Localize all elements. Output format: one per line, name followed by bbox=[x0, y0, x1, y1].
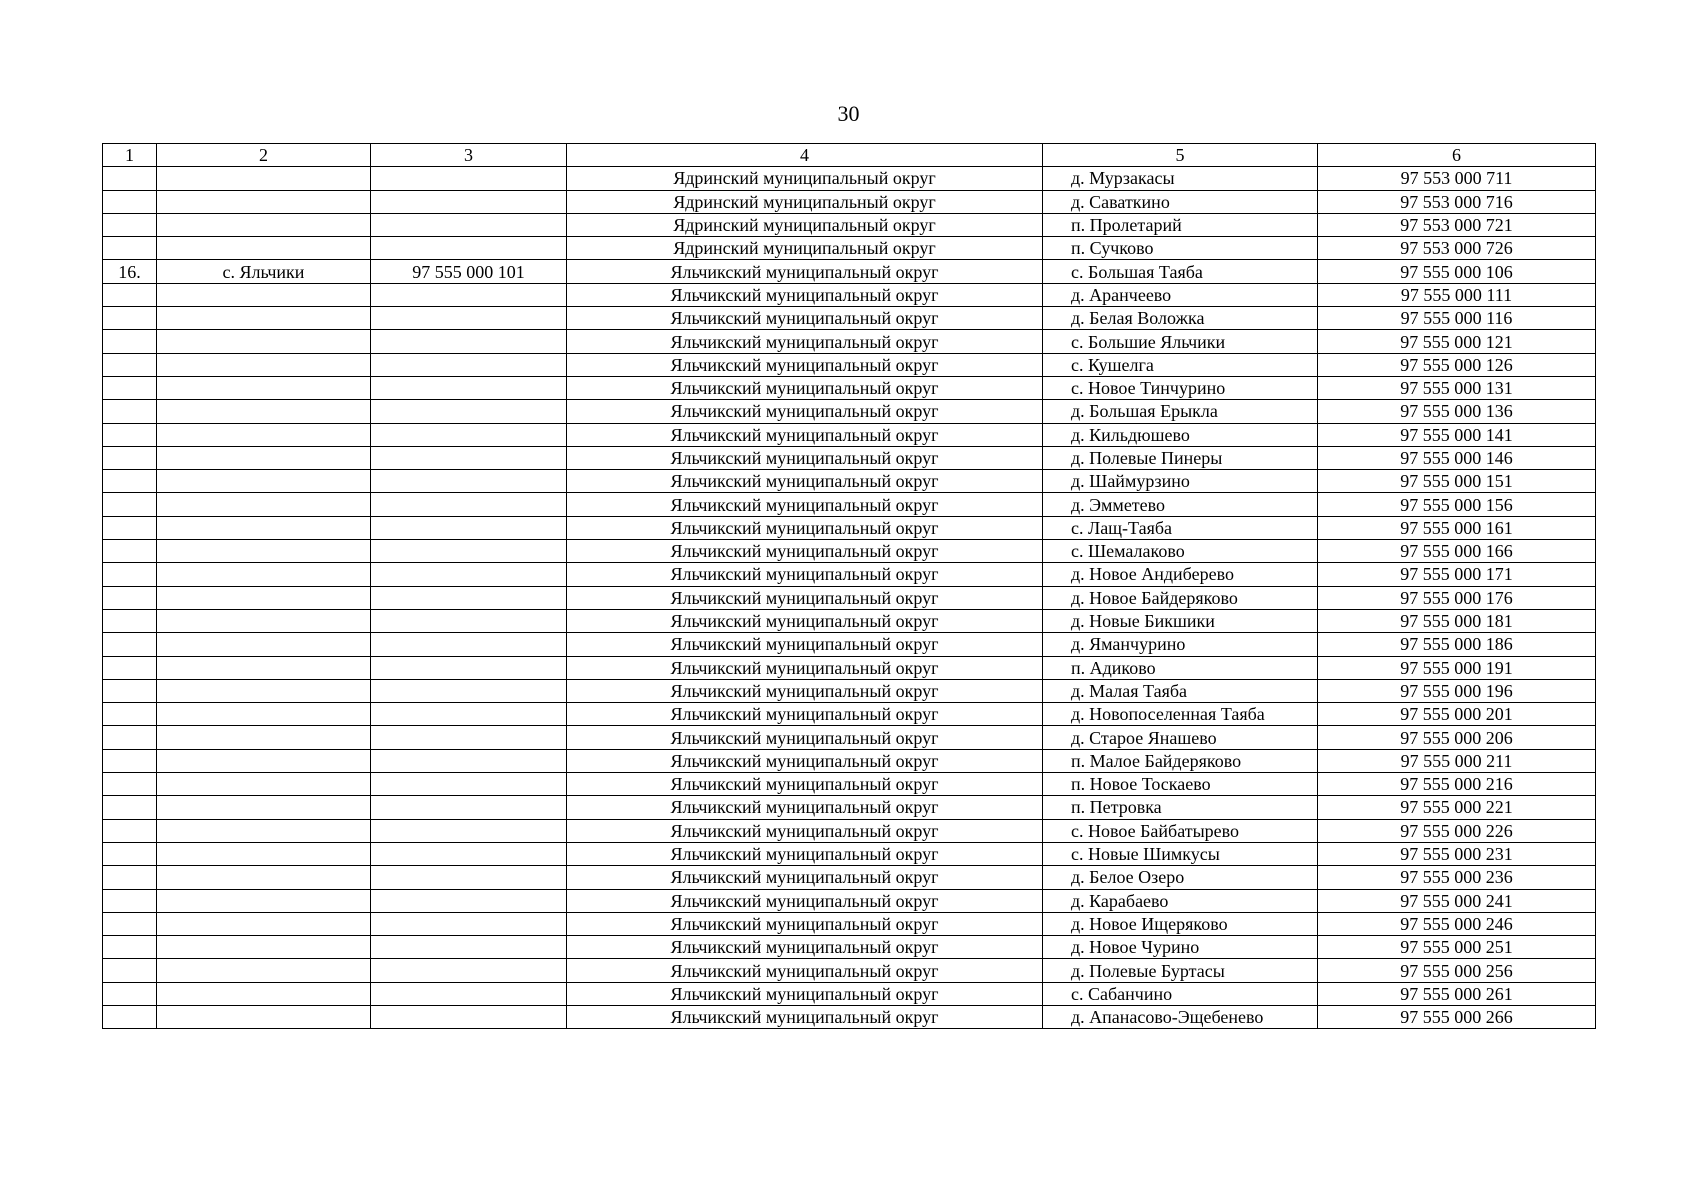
oktmo-code-cell: 97 555 000 201 bbox=[1318, 703, 1596, 726]
municipal-district-cell: Ядринский муниципальный округ bbox=[567, 190, 1043, 213]
row-number-cell bbox=[103, 516, 157, 539]
row-number-cell bbox=[103, 446, 157, 469]
admin-center-cell bbox=[157, 959, 371, 982]
settlement-cell: д. Эмметево bbox=[1043, 493, 1318, 516]
municipal-district-cell: Яльчикский муниципальный округ bbox=[567, 1005, 1043, 1028]
row-number-cell bbox=[103, 423, 157, 446]
oktmo-code-cell: 97 555 000 156 bbox=[1318, 493, 1596, 516]
oktmo-code-cell: 97 555 000 221 bbox=[1318, 796, 1596, 819]
municipal-district-cell: Яльчикский муниципальный округ bbox=[567, 633, 1043, 656]
oktmo-code-cell: 97 555 000 251 bbox=[1318, 936, 1596, 959]
settlement-cell: п. Петровка bbox=[1043, 796, 1318, 819]
oktmo-code-cell: 97 555 000 176 bbox=[1318, 586, 1596, 609]
admin-center-code-cell bbox=[371, 353, 567, 376]
row-number-cell bbox=[103, 656, 157, 679]
admin-center-code-cell bbox=[371, 749, 567, 772]
row-number-cell bbox=[103, 307, 157, 330]
oktmo-code-cell: 97 555 000 146 bbox=[1318, 446, 1596, 469]
settlement-cell: д. Большая Ерыкла bbox=[1043, 400, 1318, 423]
oktmo-code-cell: 97 555 000 116 bbox=[1318, 307, 1596, 330]
row-number-cell bbox=[103, 213, 157, 236]
settlement-cell: д. Карабаево bbox=[1043, 889, 1318, 912]
table-row bbox=[103, 167, 1596, 190]
settlement-cell: д. Новое Ищеряково bbox=[1043, 912, 1318, 935]
admin-center-cell bbox=[157, 819, 371, 842]
oktmo-code-cell: 97 555 000 141 bbox=[1318, 423, 1596, 446]
oktmo-code-cell: 97 555 000 191 bbox=[1318, 656, 1596, 679]
oktmo-code-cell: 97 555 000 121 bbox=[1318, 330, 1596, 353]
row-number-cell bbox=[103, 1005, 157, 1028]
municipal-district-cell: Яльчикский муниципальный округ bbox=[567, 866, 1043, 889]
table-row bbox=[103, 516, 1596, 539]
admin-center-code-cell bbox=[371, 376, 567, 399]
admin-center-cell bbox=[157, 307, 371, 330]
settlement-cell: д. Новое Андиберево bbox=[1043, 563, 1318, 586]
table-row bbox=[103, 470, 1596, 493]
oktmo-code-cell: 97 555 000 166 bbox=[1318, 540, 1596, 563]
oktmo-code-cell: 97 553 000 721 bbox=[1318, 213, 1596, 236]
municipal-district-cell: Яльчикский муниципальный округ bbox=[567, 796, 1043, 819]
oktmo-code-cell: 97 555 000 161 bbox=[1318, 516, 1596, 539]
settlement-cell: д. Яманчурино bbox=[1043, 633, 1318, 656]
municipal-district-cell: Яльчикский муниципальный округ bbox=[567, 470, 1043, 493]
admin-center-code-cell bbox=[371, 446, 567, 469]
admin-center-code-cell bbox=[371, 842, 567, 865]
municipal-district-cell: Яльчикский муниципальный округ bbox=[567, 446, 1043, 469]
oktmo-code-cell: 97 555 000 206 bbox=[1318, 726, 1596, 749]
municipal-district-cell: Яльчикский муниципальный округ bbox=[567, 609, 1043, 632]
admin-center-code-cell bbox=[371, 656, 567, 679]
admin-center-cell bbox=[157, 656, 371, 679]
settlement-cell: с. Сабанчино bbox=[1043, 982, 1318, 1005]
admin-center-cell bbox=[157, 912, 371, 935]
table-row bbox=[103, 656, 1596, 679]
municipal-district-cell: Яльчикский муниципальный округ bbox=[567, 400, 1043, 423]
municipal-district-cell: Яльчикский муниципальный округ bbox=[567, 749, 1043, 772]
oktmo-code-cell: 97 555 000 256 bbox=[1318, 959, 1596, 982]
admin-center-code-cell bbox=[371, 307, 567, 330]
settlement-cell: д. Новое Чурино bbox=[1043, 936, 1318, 959]
municipal-district-cell: Яльчикский муниципальный округ bbox=[567, 516, 1043, 539]
table-row bbox=[103, 1005, 1596, 1028]
settlement-cell: д. Новопоселенная Таяба bbox=[1043, 703, 1318, 726]
settlement-cell: д. Шаймурзино bbox=[1043, 470, 1318, 493]
admin-center-code-cell bbox=[371, 423, 567, 446]
table-row bbox=[103, 260, 1596, 283]
settlement-cell: д. Новое Байдеряково bbox=[1043, 586, 1318, 609]
admin-center-code-cell bbox=[371, 609, 567, 632]
table-row bbox=[103, 330, 1596, 353]
table-row bbox=[103, 959, 1596, 982]
settlement-cell: д. Полевые Буртасы bbox=[1043, 959, 1318, 982]
municipal-district-cell: Яльчикский муниципальный округ bbox=[567, 260, 1043, 283]
row-number-cell: 16. bbox=[103, 260, 157, 283]
admin-center-cell bbox=[157, 773, 371, 796]
admin-center-cell bbox=[157, 190, 371, 213]
column-header-3: 3 bbox=[371, 144, 567, 167]
admin-center-cell bbox=[157, 400, 371, 423]
row-number-cell bbox=[103, 609, 157, 632]
row-number-cell bbox=[103, 400, 157, 423]
oktmo-code-cell: 97 555 000 236 bbox=[1318, 866, 1596, 889]
admin-center-cell bbox=[157, 330, 371, 353]
settlement-cell: д. Новые Бикшики bbox=[1043, 609, 1318, 632]
admin-center-cell bbox=[157, 423, 371, 446]
table-row bbox=[103, 307, 1596, 330]
table-row bbox=[103, 586, 1596, 609]
oktmo-code-cell: 97 555 000 106 bbox=[1318, 260, 1596, 283]
admin-center-code-cell bbox=[371, 283, 567, 306]
settlement-cell: д. Аранчеево bbox=[1043, 283, 1318, 306]
row-number-cell bbox=[103, 959, 157, 982]
admin-center-code-cell bbox=[371, 213, 567, 236]
row-number-cell bbox=[103, 866, 157, 889]
municipal-district-cell: Яльчикский муниципальный округ bbox=[567, 540, 1043, 563]
municipal-district-cell: Яльчикский муниципальный округ bbox=[567, 330, 1043, 353]
admin-center-code-cell bbox=[371, 982, 567, 1005]
oktmo-code-cell: 97 553 000 716 bbox=[1318, 190, 1596, 213]
oktmo-code-cell: 97 555 000 266 bbox=[1318, 1005, 1596, 1028]
admin-center-cell bbox=[157, 493, 371, 516]
admin-center-cell bbox=[157, 749, 371, 772]
oktmo-code-cell: 97 555 000 181 bbox=[1318, 609, 1596, 632]
municipal-district-cell: Яльчикский муниципальный округ bbox=[567, 493, 1043, 516]
oktmo-code-cell: 97 555 000 186 bbox=[1318, 633, 1596, 656]
admin-center-cell bbox=[157, 982, 371, 1005]
admin-center-cell bbox=[157, 866, 371, 889]
municipal-district-cell: Яльчикский муниципальный округ bbox=[567, 982, 1043, 1005]
settlement-cell: п. Новое Тоскаево bbox=[1043, 773, 1318, 796]
admin-center-cell bbox=[157, 936, 371, 959]
column-header-5: 5 bbox=[1043, 144, 1318, 167]
row-number-cell bbox=[103, 889, 157, 912]
municipal-district-cell: Яльчикский муниципальный округ bbox=[567, 656, 1043, 679]
table-row bbox=[103, 213, 1596, 236]
admin-center-code-cell bbox=[371, 866, 567, 889]
municipal-district-cell: Ядринский муниципальный округ bbox=[567, 213, 1043, 236]
admin-center-code-cell bbox=[371, 493, 567, 516]
settlement-cell: с. Лащ-Таяба bbox=[1043, 516, 1318, 539]
admin-center-cell bbox=[157, 213, 371, 236]
oktmo-code-cell: 97 555 000 171 bbox=[1318, 563, 1596, 586]
table-row bbox=[103, 353, 1596, 376]
admin-center-code-cell: 97 555 000 101 bbox=[371, 260, 567, 283]
admin-center-cell bbox=[157, 470, 371, 493]
admin-center-code-cell bbox=[371, 400, 567, 423]
settlement-cell: д. Мурзакасы bbox=[1043, 167, 1318, 190]
admin-center-code-cell bbox=[371, 726, 567, 749]
row-number-cell bbox=[103, 470, 157, 493]
settlement-cell: д. Старое Янашево bbox=[1043, 726, 1318, 749]
oktmo-code-cell: 97 555 000 211 bbox=[1318, 749, 1596, 772]
settlement-cell: с. Большая Таяба bbox=[1043, 260, 1318, 283]
admin-center-cell bbox=[157, 167, 371, 190]
municipal-district-cell: Яльчикский муниципальный округ bbox=[567, 889, 1043, 912]
admin-center-code-cell bbox=[371, 516, 567, 539]
settlement-cell: п. Пролетарий bbox=[1043, 213, 1318, 236]
admin-center-code-cell bbox=[371, 819, 567, 842]
admin-center-cell bbox=[157, 703, 371, 726]
row-number-cell bbox=[103, 842, 157, 865]
row-number-cell bbox=[103, 633, 157, 656]
row-number-cell bbox=[103, 563, 157, 586]
table-row bbox=[103, 819, 1596, 842]
table-row bbox=[103, 493, 1596, 516]
column-header-4: 4 bbox=[567, 144, 1043, 167]
oktmo-code-cell: 97 555 000 136 bbox=[1318, 400, 1596, 423]
admin-center-code-cell bbox=[371, 703, 567, 726]
row-number-cell bbox=[103, 540, 157, 563]
table-row bbox=[103, 446, 1596, 469]
table-row bbox=[103, 633, 1596, 656]
admin-center-cell bbox=[157, 283, 371, 306]
municipal-district-cell: Яльчикский муниципальный округ bbox=[567, 353, 1043, 376]
row-number-cell bbox=[103, 376, 157, 399]
table-body bbox=[103, 167, 1596, 1029]
settlement-cell: д. Полевые Пинеры bbox=[1043, 446, 1318, 469]
admin-center-cell bbox=[157, 796, 371, 819]
admin-center-code-cell bbox=[371, 679, 567, 702]
table-row bbox=[103, 540, 1596, 563]
admin-center-code-cell bbox=[371, 796, 567, 819]
row-number-cell bbox=[103, 167, 157, 190]
table-row bbox=[103, 749, 1596, 772]
table-row bbox=[103, 237, 1596, 260]
admin-center-cell bbox=[157, 540, 371, 563]
settlements-table bbox=[102, 143, 1596, 1029]
admin-center-cell bbox=[157, 586, 371, 609]
municipal-district-cell: Яльчикский муниципальный округ bbox=[567, 726, 1043, 749]
settlement-cell: с. Новое Байбатырево bbox=[1043, 819, 1318, 842]
admin-center-code-cell bbox=[371, 540, 567, 563]
row-number-cell bbox=[103, 912, 157, 935]
row-number-cell bbox=[103, 679, 157, 702]
settlement-cell: д. Апанасово-Эщебенево bbox=[1043, 1005, 1318, 1028]
table-row bbox=[103, 376, 1596, 399]
table-row bbox=[103, 609, 1596, 632]
oktmo-code-cell: 97 555 000 226 bbox=[1318, 819, 1596, 842]
municipal-district-cell: Яльчикский муниципальный округ bbox=[567, 376, 1043, 399]
admin-center-cell bbox=[157, 889, 371, 912]
admin-center-cell bbox=[157, 563, 371, 586]
municipal-district-cell: Яльчикский муниципальный округ bbox=[567, 912, 1043, 935]
row-number-cell bbox=[103, 493, 157, 516]
admin-center-cell bbox=[157, 1005, 371, 1028]
oktmo-code-cell: 97 555 000 126 bbox=[1318, 353, 1596, 376]
admin-center-code-cell bbox=[371, 330, 567, 353]
settlement-cell: с. Новые Шимкусы bbox=[1043, 842, 1318, 865]
settlement-cell: д. Малая Таяба bbox=[1043, 679, 1318, 702]
admin-center-code-cell bbox=[371, 586, 567, 609]
municipal-district-cell: Яльчикский муниципальный округ bbox=[567, 283, 1043, 306]
admin-center-code-cell bbox=[371, 959, 567, 982]
table-row bbox=[103, 889, 1596, 912]
municipal-district-cell: Ядринский муниципальный округ bbox=[567, 167, 1043, 190]
admin-center-cell bbox=[157, 726, 371, 749]
oktmo-code-cell: 97 555 000 111 bbox=[1318, 283, 1596, 306]
oktmo-code-cell: 97 553 000 726 bbox=[1318, 237, 1596, 260]
oktmo-code-cell: 97 553 000 711 bbox=[1318, 167, 1596, 190]
row-number-cell bbox=[103, 982, 157, 1005]
settlement-cell: с. Большие Яльчики bbox=[1043, 330, 1318, 353]
table-row bbox=[103, 796, 1596, 819]
table-row bbox=[103, 842, 1596, 865]
admin-center-code-cell bbox=[371, 936, 567, 959]
municipal-district-cell: Яльчикский муниципальный округ bbox=[567, 586, 1043, 609]
oktmo-code-cell: 97 555 000 216 bbox=[1318, 773, 1596, 796]
row-number-cell bbox=[103, 936, 157, 959]
column-header-1: 1 bbox=[103, 144, 157, 167]
table-row bbox=[103, 400, 1596, 423]
municipal-district-cell: Яльчикский муниципальный округ bbox=[567, 959, 1043, 982]
oktmo-code-cell: 97 555 000 131 bbox=[1318, 376, 1596, 399]
row-number-cell bbox=[103, 353, 157, 376]
table-row bbox=[103, 982, 1596, 1005]
admin-center-code-cell bbox=[371, 470, 567, 493]
settlement-cell: п. Адиково bbox=[1043, 656, 1318, 679]
row-number-cell bbox=[103, 237, 157, 260]
municipal-district-cell: Ядринский муниципальный округ bbox=[567, 237, 1043, 260]
oktmo-code-cell: 97 555 000 151 bbox=[1318, 470, 1596, 493]
row-number-cell bbox=[103, 190, 157, 213]
admin-center-cell bbox=[157, 842, 371, 865]
oktmo-code-cell: 97 555 000 246 bbox=[1318, 912, 1596, 935]
admin-center-code-cell bbox=[371, 190, 567, 213]
table-row bbox=[103, 283, 1596, 306]
admin-center-code-cell bbox=[371, 633, 567, 656]
settlement-cell: д. Белая Воложка bbox=[1043, 307, 1318, 330]
admin-center-code-cell bbox=[371, 1005, 567, 1028]
row-number-cell bbox=[103, 796, 157, 819]
admin-center-cell bbox=[157, 609, 371, 632]
admin-center-code-cell bbox=[371, 912, 567, 935]
admin-center-cell bbox=[157, 237, 371, 260]
municipal-district-cell: Яльчикский муниципальный округ bbox=[567, 819, 1043, 842]
oktmo-code-cell: 97 555 000 261 bbox=[1318, 982, 1596, 1005]
table-row bbox=[103, 726, 1596, 749]
settlement-cell: д. Белое Озеро bbox=[1043, 866, 1318, 889]
admin-center-cell bbox=[157, 516, 371, 539]
admin-center-code-cell bbox=[371, 889, 567, 912]
settlement-cell: д. Кильдюшево bbox=[1043, 423, 1318, 446]
table-row bbox=[103, 703, 1596, 726]
settlement-cell: д. Саваткино bbox=[1043, 190, 1318, 213]
row-number-cell bbox=[103, 330, 157, 353]
settlement-cell: п. Малое Байдеряково bbox=[1043, 749, 1318, 772]
municipal-district-cell: Яльчикский муниципальный округ bbox=[567, 679, 1043, 702]
municipal-district-cell: Яльчикский муниципальный округ bbox=[567, 842, 1043, 865]
municipal-district-cell: Яльчикский муниципальный округ bbox=[567, 703, 1043, 726]
row-number-cell bbox=[103, 819, 157, 842]
admin-center-code-cell bbox=[371, 563, 567, 586]
admin-center-cell bbox=[157, 376, 371, 399]
column-header-2: 2 bbox=[157, 144, 371, 167]
admin-center-code-cell bbox=[371, 167, 567, 190]
oktmo-code-cell: 97 555 000 231 bbox=[1318, 842, 1596, 865]
table-row bbox=[103, 912, 1596, 935]
row-number-cell bbox=[103, 703, 157, 726]
admin-center-code-cell bbox=[371, 773, 567, 796]
table-row bbox=[103, 936, 1596, 959]
municipal-district-cell: Яльчикский муниципальный округ bbox=[567, 423, 1043, 446]
page-number: 30 bbox=[837, 101, 860, 126]
admin-center-cell bbox=[157, 446, 371, 469]
table-row bbox=[103, 773, 1596, 796]
column-header-6: 6 bbox=[1318, 144, 1596, 167]
table-row bbox=[103, 190, 1596, 213]
oktmo-code-cell: 97 555 000 241 bbox=[1318, 889, 1596, 912]
table-row bbox=[103, 563, 1596, 586]
settlement-cell: с. Новое Тинчурино bbox=[1043, 376, 1318, 399]
table-row bbox=[103, 679, 1596, 702]
column-number-row bbox=[103, 144, 1596, 167]
settlement-cell: с. Шемалаково bbox=[1043, 540, 1318, 563]
admin-center-cell bbox=[157, 633, 371, 656]
municipal-district-cell: Яльчикский муниципальный округ bbox=[567, 936, 1043, 959]
table-row bbox=[103, 423, 1596, 446]
admin-center-code-cell bbox=[371, 237, 567, 260]
oktmo-code-cell: 97 555 000 196 bbox=[1318, 679, 1596, 702]
settlement-cell: п. Сучково bbox=[1043, 237, 1318, 260]
municipal-district-cell: Яльчикский муниципальный округ bbox=[567, 307, 1043, 330]
municipal-district-cell: Яльчикский муниципальный округ bbox=[567, 563, 1043, 586]
row-number-cell bbox=[103, 586, 157, 609]
settlement-cell: с. Кушелга bbox=[1043, 353, 1318, 376]
row-number-cell bbox=[103, 283, 157, 306]
admin-center-cell bbox=[157, 353, 371, 376]
row-number-cell bbox=[103, 773, 157, 796]
admin-center-cell: с. Яльчики bbox=[157, 260, 371, 283]
row-number-cell bbox=[103, 749, 157, 772]
municipal-district-cell: Яльчикский муниципальный округ bbox=[567, 773, 1043, 796]
row-number-cell bbox=[103, 726, 157, 749]
admin-center-cell bbox=[157, 679, 371, 702]
table-row bbox=[103, 866, 1596, 889]
